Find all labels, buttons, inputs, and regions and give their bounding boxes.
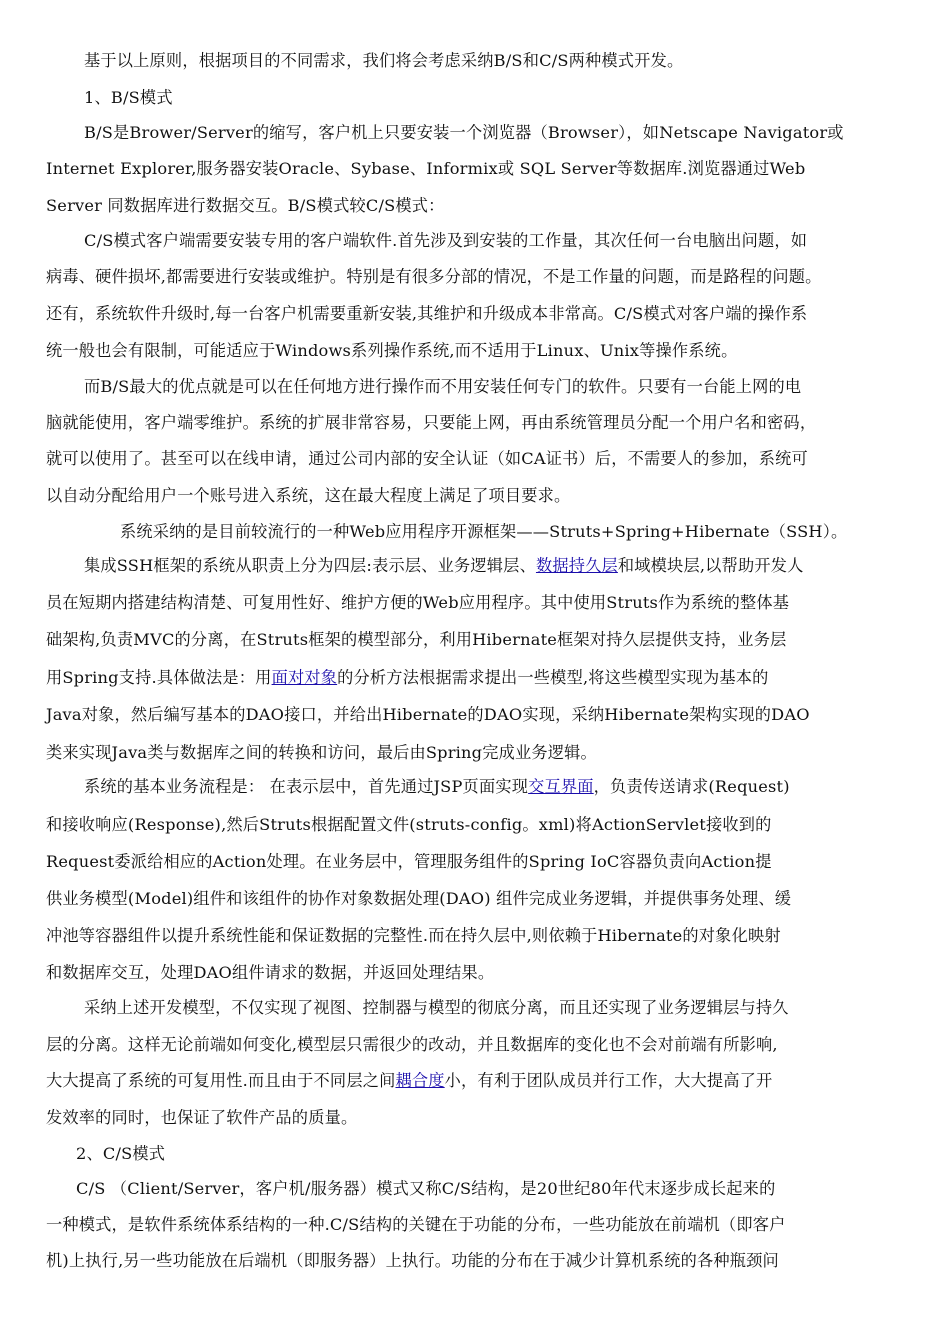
ssh-layers-line: 础架构,负责MVC的分离，在Struts框架的模型部分，利用Hibernate框架对持久层提供支持，业务层 (46, 630, 787, 649)
dev-model-line: 采纳上述开发模型，不仅实现了视图、控制器与模型的彻底分离，而且还实现了业务逻辑层与持久 (84, 998, 789, 1017)
ssh-framework-line: 系统采纳的是目前较流行的一种Web应用程序开源框架——Struts+Spring+Hibernate（SSH）。 (120, 522, 848, 541)
dev-model-line: 发效率的同时，也保证了软件产品的质量。 (46, 1108, 358, 1127)
coupling-degree-link[interactable]: 耦合度 (395, 1071, 445, 1090)
cs-definition-line: C/S （Client/Server，客户机/服务器）模式又称C/S结构，是20世纪80年代末逐步成长起来的 (76, 1179, 776, 1198)
bs-paragraph-line: Internet Explorer,服务器安装Oracle、Sybase、Informix或 SQL Server等数据库.浏览器通过Web (46, 159, 806, 178)
business-flow-line: 和数据库交互，处理DAO组件请求的数据，并返回处理结果。 (46, 963, 495, 982)
text-run: 大大提高了系统的可复用性.而且由于不同层之间 (46, 1071, 396, 1090)
business-flow-line: 和接收响应(Response),然后Struts根据配置文件(struts-config。xml)将ActionServlet接收到的 (46, 815, 772, 834)
object-oriented-link[interactable]: 面对对象 (271, 668, 338, 687)
cs-definition-line: 机)上执行,另一些功能放在后端机（即服务器）上执行。功能的分布在于减少计算机系统的各种瓶颈问 (46, 1251, 779, 1270)
ssh-layers-line: 类来实现Java类与数据库之间的转换和访问，最后由Spring完成业务逻辑。 (46, 743, 597, 762)
dev-model-line (46, 1070, 772, 1092)
ssh-layers-line (84, 555, 804, 577)
text-run: 用Spring支持.具体做法是：用 (46, 668, 272, 687)
heading-bs-mode: 1、B/S模式 (84, 88, 173, 107)
bs-advantage-line: 脑就能使用，客户端零维护。系统的扩展非常容易，只要能上网，再由系统管理员分配一个用户名和密码， (46, 413, 817, 432)
bs-paragraph-line: Server 同数据库进行数据交互。B/S模式较C/S模式： (46, 196, 445, 215)
cs-drawback-line: 病毒、硬件损坏,都需要进行安装或维护。特别是有很多分部的情况，不是工作量的问题，而是路程的问题。 (46, 267, 822, 286)
text-run: ，负责传送请求(Request) (593, 777, 790, 796)
text-run: 系统的基本业务流程是： 在表示层中，首先通过JSP页面实现 (84, 777, 529, 796)
ssh-layers-line (46, 667, 769, 689)
text-run: 集成SSH框架的系统从职责上分为四层:表示层、业务逻辑层、 (84, 556, 536, 575)
interactive-interface-link[interactable]: 交互界面 (528, 777, 594, 796)
bs-paragraph-line: B/S是Brower/Server的缩写，客户机上只要安装一个浏览器（Browser），如Netscape Navigator或 (84, 123, 844, 142)
cs-drawback-line: 统一般也会有限制，可能适应于Windows系列操作系统,而不适用于Linux、Unix等操作系统。 (46, 341, 738, 360)
business-flow-line: Request委派给相应的Action处理。在业务层中，管理服务组件的Spring IoC容器负责向Action提 (46, 852, 772, 871)
business-flow-line (84, 776, 790, 798)
dev-model-line: 层的分离。这样无论前端如何变化,模型层只需很少的改动，并且数据库的变化也不会对前端有所影响, (46, 1035, 778, 1054)
cs-definition-line: 一种模式，是软件系统体系结构的一种.C/S结构的关键在于功能的分布，一些功能放在前端机（即客户 (46, 1215, 786, 1234)
business-flow-line: 供业务模型(Model)组件和该组件的协作对象数据处理(DAO) 组件完成业务逻辑，并提供事务处理、缓 (46, 889, 792, 908)
bs-advantage-line: 就可以使用了。甚至可以在线申请，通过公司内部的安全认证（如CA证书）后，不需要人的参加，系统可 (46, 449, 808, 468)
intro-paragraph: 基于以上原则，根据项目的不同需求，我们将会考虑采纳B/S和C/S两种模式开发。 (84, 51, 684, 70)
bs-advantage-line: 而B/S最大的优点就是可以在任何地方进行操作而不用安装任何专门的软件。只要有一台能上网的电 (84, 377, 802, 396)
cs-drawback-line: C/S模式客户端需要安装专用的客户端软件.首先涉及到安装的工作量，其次任何一台电脑出问题，如 (84, 231, 808, 250)
data-persistence-layer-link[interactable]: 数据持久层 (535, 556, 618, 575)
text-run: 和域模块层,以帮助开发人 (617, 556, 804, 575)
ssh-layers-line: Java对象，然后编写基本的DAO接口，并给出Hibernate的DAO实现，采纳Hibernate架构实现的DAO (46, 705, 810, 724)
text-run: 小，有利于团队成员并行工作，大大提高了开 (444, 1071, 773, 1090)
business-flow-line: 冲池等容器组件以提升系统性能和保证数据的完整性.而在持久层中,则依赖于Hibernate的对象化映射 (46, 926, 781, 945)
heading-cs-mode: 2、C/S模式 (76, 1144, 166, 1163)
bs-advantage-line: 以自动分配给用户一个账号进入系统，这在最大程度上满足了项目要求。 (46, 486, 571, 505)
ssh-layers-line: 员在短期内搭建结构清楚、可复用性好、维护方便的Web应用程序。其中使用Struts作为系统的整体基 (46, 593, 790, 612)
cs-drawback-line: 还有，系统软件升级时,每一台客户机需要重新安装,其维护和升级成本非常高。C/S模式对客户端的操作系 (46, 304, 808, 323)
text-run: 的分析方法根据需求提出一些模型,将这些模型实现为基本的 (337, 668, 769, 687)
